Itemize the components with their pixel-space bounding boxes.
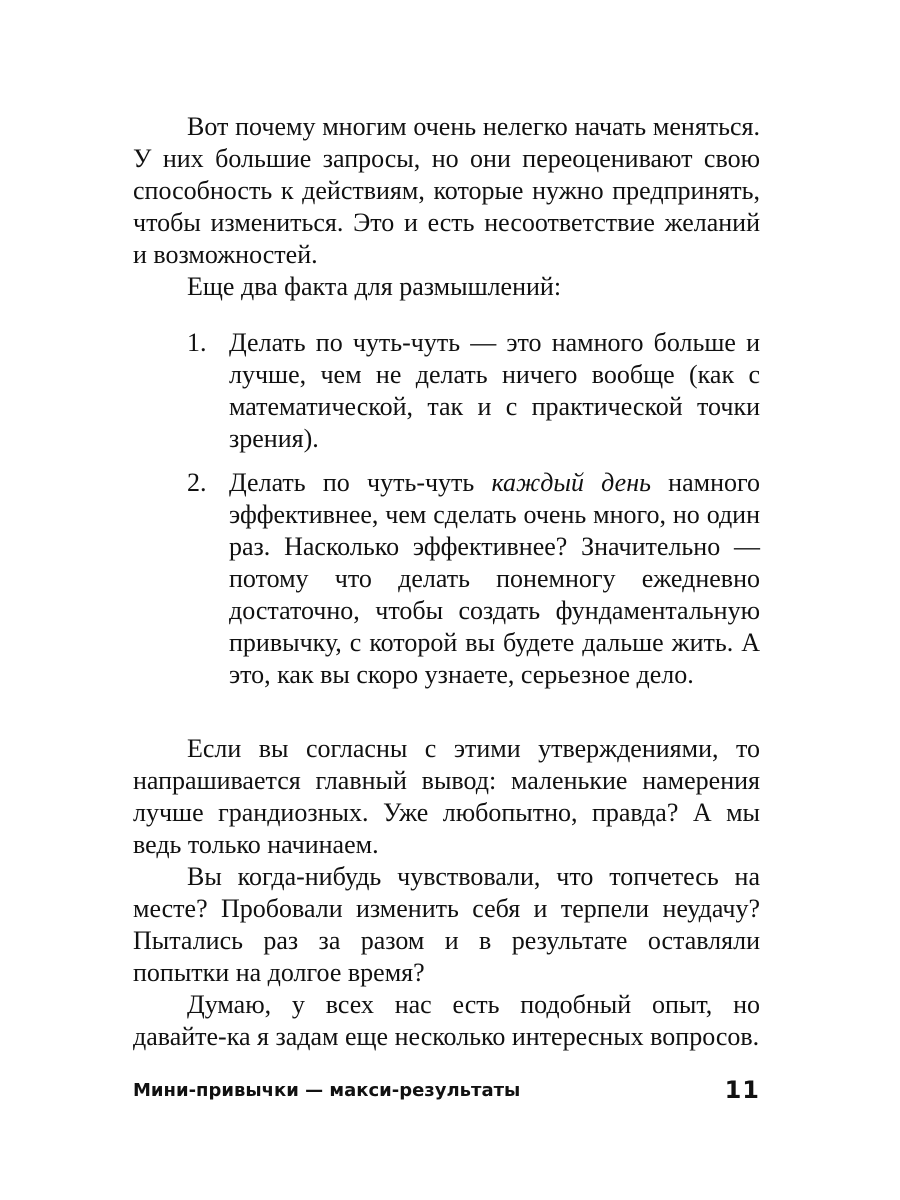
- paragraph-1: Вот почему многим очень нелегко начать меняться. У них большие запросы, но они переоценивают свою способность к действиям, которые нужно предпринять, чтобы измениться. Это и есть несоответствие желаний и возможностей.: [133, 112, 760, 269]
- list-item-1: [133, 327, 760, 455]
- page-footer: [133, 1076, 760, 1112]
- paragraph-5: Думаю, у всех нас есть подобный опыт, но давайте-ка я задам еще несколько интересных вопросов.: [133, 990, 760, 1051]
- list-item-text: Делать по чуть-чуть — это намного больше и лучше, чем не делать ничего вообще (как с математической, так и с практической точки зрения).: [229, 328, 760, 453]
- list-item-2: [133, 467, 760, 691]
- list-item-emphasis: каждый день: [491, 468, 651, 497]
- list-item-text-before: Делать по чуть-чуть: [229, 468, 492, 497]
- page-body: [133, 111, 760, 1053]
- facts-list: [133, 327, 760, 691]
- running-footer-title: Мини-привычки — макси-результаты: [133, 1080, 521, 1101]
- list-item-number: 2.: [187, 468, 207, 497]
- list-item-number: 1.: [187, 328, 207, 357]
- section-spacer: [133, 703, 760, 733]
- page-number: 11: [724, 1076, 760, 1104]
- paragraph-2: Еще два факта для размышлений:: [187, 272, 562, 301]
- list-item-text-after: намного эффективнее, чем сделать очень много, но один раз. Насколько эффективнее? Значительно — потому что делать понемногу ежедневно достаточно, чтобы создать фундаментальную привычку, с которой вы будете дальше жить. А это, как вы скоро узнаете, серьезное дело.: [229, 468, 761, 689]
- paragraph-4: Вы когда-нибудь чувствовали, что топчетесь на месте? Пробовали изменить себя и терпели неудачу? Пытались раз за разом и в результате оставляли попытки на долгое время?: [133, 862, 760, 987]
- paragraph-3: Если вы согласны с этими утверждениями, то напрашивается главный вывод: маленькие намерения лучше грандиозных. Уже любопытно, правда? А мы ведь только начинаем.: [133, 734, 760, 859]
